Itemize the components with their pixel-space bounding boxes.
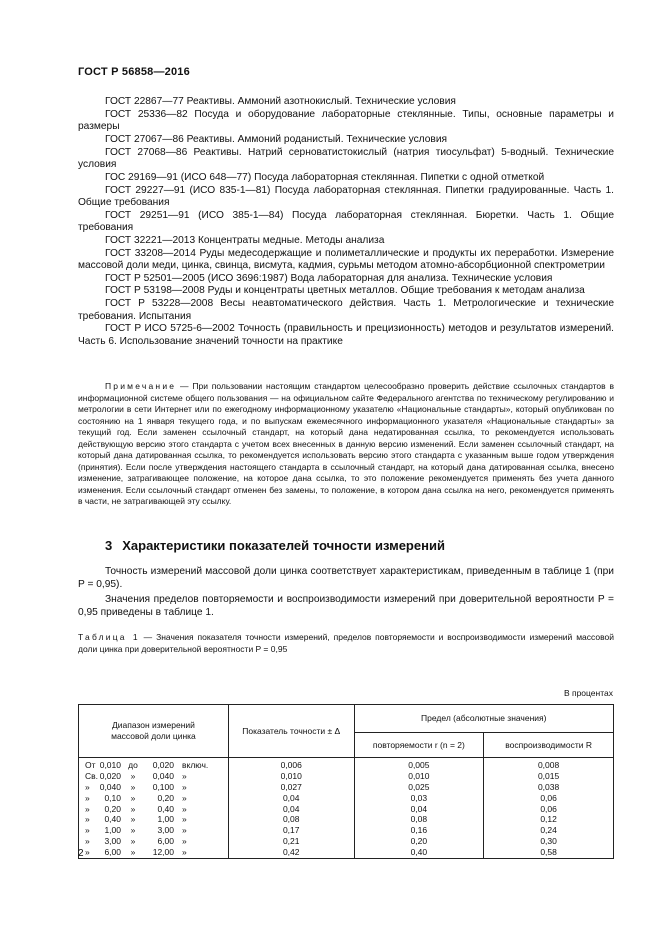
section-heading — [105, 538, 455, 553]
reference-item: ГОСТ Р ИСО 5725-6—2002 Точность (правильность и прецизионность) методов и результатов измерений. Часть 6. Использование значений точности на практике — [78, 323, 614, 347]
reference-item: ГОСТ Р 52501—2005 (ИСО 3696:1987) Вода лабораторная для анализа. Технические условия — [105, 272, 553, 284]
repeatability-value: 0,025 — [408, 781, 430, 792]
note-paragraph — [78, 381, 614, 508]
reference-item: ГОСТ 33208—2014 Руды медесодержащие и полиметаллические и продукты их переработки. Измерение массовой доли меди, цинка, свинца, висмута, кадмия, сурьмы методом атомно-абсорбционной спектрометрии — [78, 247, 614, 271]
reproducibility-value: 0,24 — [540, 825, 557, 836]
header-repeatability: повторяемости r (n = 2) — [354, 733, 484, 758]
accuracy-value: 0,006 — [280, 760, 302, 770]
reference-item: ГОСТ Р 53198—2008 Руды и концентраты цветных металлов. Общие требования к методам анализа — [105, 285, 585, 297]
repeatability-value: 0,20 — [410, 836, 428, 847]
body-paragraph: Значения пределов повторяемости и воспроизводимости измерений при доверительной вероятности P = 0,95 приведены в таблице 1. — [78, 594, 614, 618]
table-caption-label: Таблица 1 — [78, 632, 140, 642]
reference-item: ГОСТ 29251—91 (ИСО 385-1—84) Посуда лабораторная стеклянная. Бюретки. Часть 1. Общие требования — [78, 209, 614, 233]
body-paragraph: Точность измерений массовой доли цинка соответствует характеристикам, приведенным в таблице 1 (при P = 0,95). — [78, 566, 614, 590]
accuracy-table — [78, 704, 614, 859]
table-caption — [78, 631, 614, 655]
repeatability-column — [354, 758, 484, 859]
accuracy-value: 0,17 — [282, 825, 300, 836]
reproducibility-value: 0,008 — [537, 760, 560, 770]
reproducibility-value: 0,58 — [540, 847, 557, 858]
accuracy-value: 0,08 — [282, 814, 300, 825]
reference-item: ГОСТ Р 53228—2008 Весы неавтоматического действия. Часть 1. Метрологические и технические требования. Испытания — [78, 298, 614, 322]
repeatability-value: 0,16 — [410, 825, 428, 836]
header-reproducibility: воспроизводимости R — [484, 733, 614, 758]
reproducibility-value: 0,30 — [540, 836, 557, 847]
page-number: 2 — [78, 848, 84, 859]
reproducibility-value: 0,038 — [537, 781, 560, 792]
section-number: 3 — [105, 538, 113, 553]
reproducibility-column — [484, 758, 614, 859]
reference-item: ГОСТ 22867—77 Реактивы. Аммоний азотнокислый. Технические условия — [105, 96, 456, 107]
repeatability-value: 0,005 — [408, 760, 430, 770]
range-row: » 6,00 » 12,00 » — [85, 847, 187, 858]
accuracy-value: 0,04 — [282, 792, 300, 803]
table-caption-text: — Значения показателя точности измерений, пределов повторяемости и воспроизводимости измерений массовой доли цинка при доверительной вероятности P = 0,95 — [78, 632, 614, 654]
header-range: Диапазон измерений массовой доли цинка — [79, 705, 229, 758]
reference-item: ГОСТ 25336—82 Посуда и оборудование лабораторные стеклянные. Типы, основные параметры и размеры — [78, 108, 614, 133]
range-column — [79, 758, 229, 859]
range-row: » 0,040 » 0,100 » — [85, 781, 187, 792]
repeatability-value: 0,03 — [410, 792, 428, 803]
range-row: » 1,00 » 3,00 » — [85, 825, 187, 836]
repeatability-value: 0,010 — [408, 770, 430, 781]
reference-item: ГОСТ 27067—86 Реактивы. Аммоний роданистый. Технические условия — [105, 133, 448, 145]
section-title: Характеристики показателей точности измерений — [122, 538, 445, 553]
note-text: — При пользовании настоящим стандартом целесообразно проверить действие ссылочных стандартов в информационной системе общего пользования — на официальном сайте Федерального агентства по техническому регулированию и метрологии в сети Интернет или по ежегодному информационному указателю «Национальные стандарты», который опубликован по состоянию на 1 января текущего года, и по выпускам ежемесячного информационного указателя «Национальные стандарты» за текущий год. Если заменен ссылочный стандарт, на который дана недатированная ссылка, то рекомендуется использовать действующую версию этого стандарта с учетом всех внесенных в данную версию изменений. Если заменен ссылочный стандарт, на который дана датированная ссылка, то рекомендуется использовать версию этого стандарта с указанным выше годом утверждения (принятия). Если после утверждения настоящего стандарта в ссылочный стандарт, на который дана датированная ссылка, внесено изменение, затрагивающее положение, на которое дана ссылка, то это положение рекомендуется применять без учета данного изменения. Если ссылочный стандарт отменен без замены, то положение, в котором дана ссылка на него, рекомендуется применять в части, не затрагивающей эту ссылку. — [78, 381, 614, 506]
accuracy-value: 0,21 — [282, 836, 300, 847]
reproducibility-value: 0,12 — [540, 814, 557, 825]
normative-references-list — [78, 96, 614, 348]
reproducibility-value: 0,015 — [537, 770, 560, 781]
range-row: » 0,40 » 1,00 » — [85, 814, 187, 825]
range-row: Св. 0,020 » 0,040 » — [85, 770, 187, 781]
accuracy-value: 0,010 — [280, 770, 302, 781]
reference-item: ГОСТ 32221—2013 Концентраты медные. Методы анализа — [105, 234, 385, 246]
range-row: » 0,10 » 0,20 » — [85, 792, 187, 803]
repeatability-value: 0,08 — [410, 814, 428, 825]
units-note: В процентах — [563, 688, 613, 698]
accuracy-value: 0,04 — [282, 803, 300, 814]
header-limit: Предел (абсолютные значения) — [354, 705, 613, 733]
accuracy-value: 0,027 — [280, 781, 302, 792]
note-label: Примечание — [105, 381, 177, 391]
reference-item: ГОСТ 27068—86 Реактивы. Натрий серноватистокислый (натрия тиосульфат) 5-водный. Технические условия — [78, 146, 614, 170]
range-row: От 0,010 до 0,020 включ. — [85, 760, 209, 770]
accuracy-value: 0,42 — [282, 847, 300, 858]
header-accuracy: Показатель точности ± Δ — [228, 705, 354, 758]
range-row: » 0,20 » 0,40 » — [85, 803, 187, 814]
repeatability-value: 0,04 — [410, 803, 428, 814]
reproducibility-value: 0,06 — [540, 792, 557, 803]
accuracy-column — [228, 758, 354, 859]
reproducibility-value: 0,06 — [540, 803, 557, 814]
reference-item: ГОСТ 29227—91 (ИСО 835-1—81) Посуда лабораторная стеклянная. Пипетки градуированные. Часть 1. Общие требования — [78, 184, 614, 208]
reference-item: ГОС 29169—91 (ИСО 648—77) Посуда лабораторная стеклянная. Пипетки с одной отметкой — [105, 171, 545, 183]
document-header: ГОСТ Р 56858—2016 — [78, 66, 190, 78]
range-row: » 3,00 » 6,00 » — [85, 836, 187, 847]
repeatability-value: 0,40 — [410, 847, 428, 858]
